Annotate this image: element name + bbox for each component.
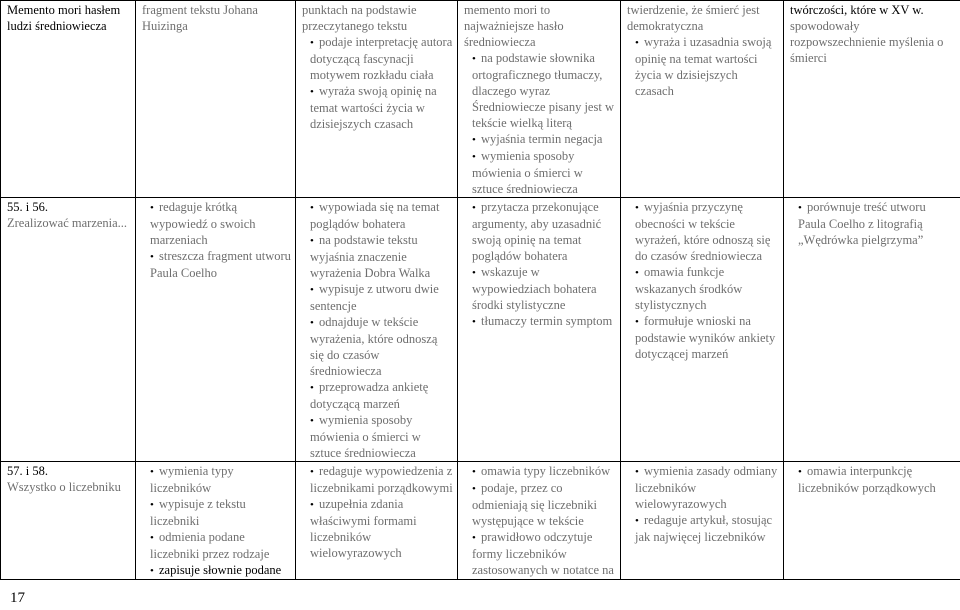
list-item <box>150 562 291 579</box>
list-item-text: wymienia sposoby mówienia o śmierci w sztuce średniowiecza <box>310 413 421 460</box>
list-item-text: wyraża i uzasadnia swoją opinię na temat wartości życia w dzisiejszych czasach <box>635 35 772 98</box>
requirements-list <box>790 199 956 248</box>
list-item <box>472 148 616 197</box>
bullet-icon: • <box>472 151 476 163</box>
cell-intro-text: twórczości, które w XV w. <box>790 3 924 17</box>
bullet-icon: • <box>150 251 154 263</box>
list-item-text: wymienia zasady odmiany liczebników wielowyrazowych <box>635 464 778 511</box>
table-row <box>1 462 960 580</box>
list-item-text: podaje interpretację autora dotyczącą fascynacji motywem rozkładu ciała <box>310 35 453 82</box>
requirements-list <box>464 463 616 578</box>
list-item-text: wyraża swoją opinię na temat wartości życia w dzisiejszych czasach <box>310 84 437 131</box>
bullet-icon: • <box>472 202 476 214</box>
list-item <box>310 463 453 496</box>
requirements-list <box>142 463 291 579</box>
list-item-text: wymienia typy liczebników <box>150 464 234 495</box>
list-item <box>310 83 453 132</box>
list-item <box>635 199 779 264</box>
list-item-text: zapisuje słownie podane <box>159 563 282 577</box>
requirements-cell <box>458 198 621 462</box>
requirements-cell <box>458 1 621 198</box>
list-item <box>310 412 453 461</box>
bullet-icon: • <box>310 415 314 427</box>
list-item-text: wskazuje w wypowiedziach bohatera środki stylistyczne <box>472 265 597 312</box>
list-item <box>472 199 616 264</box>
bullet-icon: • <box>635 316 639 328</box>
list-item-text: redaguje artykuł, stosując jak najwięcej liczebników <box>635 513 773 544</box>
bullet-icon: • <box>150 565 154 577</box>
list-item <box>472 264 616 313</box>
list-item <box>150 248 291 281</box>
requirements-list <box>464 199 616 330</box>
bullet-icon: • <box>150 466 154 478</box>
list-item <box>798 199 956 248</box>
bullet-icon: • <box>472 53 476 65</box>
list-item-text: redaguje wypowiedzenia z liczebnikami porządkowymi <box>310 464 453 495</box>
list-item <box>635 313 779 362</box>
cell-text: spowodowały rozpowszechnienie myślenia o śmierci <box>790 19 944 65</box>
lesson-topic-cell <box>1 198 136 462</box>
list-item-text: podaje, przez co odmieniają się liczebniki występujące w tekście <box>472 481 597 528</box>
list-item-text: przeprowadza ankietę dotyczącą marzeń <box>310 380 429 411</box>
list-item <box>472 131 616 148</box>
material-text: fragment tekstu Johana Huizinga <box>142 3 258 33</box>
list-item <box>310 199 453 232</box>
bullet-icon: • <box>310 499 314 511</box>
cell-intro-text: punktach na podstawie przeczytanego tekstu <box>302 3 417 33</box>
bullet-icon: • <box>472 532 476 544</box>
requirements-cell <box>784 1 960 198</box>
lesson-topic: Wszystko o liczebniku <box>7 480 121 494</box>
list-item-text: przytacza przekonujące argumenty, aby uzasadnić swoją opinię na temat poglądów bohatera <box>472 200 602 263</box>
bullet-icon: • <box>635 202 639 214</box>
bullet-icon: • <box>310 86 314 98</box>
list-item <box>472 50 616 131</box>
list-item <box>635 34 779 99</box>
bullet-icon: • <box>310 382 314 394</box>
requirements-list <box>302 34 453 132</box>
cell-intro-text: memento mori to najważniejsze hasło średniowiecza <box>464 3 564 49</box>
list-item-text: wyjaśnia przyczynę obecności w tekście wyrażeń, które odnoszą się do czasów średniowiecza <box>635 200 771 263</box>
lesson-topic: Memento mori hasłem ludzi średniowiecza <box>7 3 121 33</box>
list-item <box>635 264 779 313</box>
requirements-list <box>627 34 779 99</box>
requirements-list <box>627 463 779 545</box>
list-item <box>472 480 616 529</box>
requirements-cell <box>296 1 458 198</box>
requirements-cell <box>458 462 621 580</box>
list-item <box>150 199 291 248</box>
requirements-cell <box>784 198 960 462</box>
list-item <box>310 496 453 561</box>
requirements-cell <box>621 462 784 580</box>
list-item-text: formułuje wnioski na podstawie wyników ankiety dotyczącej marzeń <box>635 314 776 361</box>
requirements-cell <box>621 1 784 198</box>
requirements-list <box>302 463 453 561</box>
bullet-icon: • <box>150 532 154 544</box>
lesson-topic-cell <box>1 1 136 198</box>
bullet-icon: • <box>635 37 639 49</box>
bullet-icon: • <box>472 316 476 328</box>
requirements-list <box>790 463 956 496</box>
bullet-icon: • <box>635 466 639 478</box>
list-item-text: tłumaczy termin symptom <box>481 314 613 328</box>
requirements-cell <box>621 198 784 462</box>
list-item <box>150 529 291 562</box>
list-item-text: redaguje krótką wypowiedź o swoich marzeniach <box>150 200 256 247</box>
list-item <box>310 314 453 379</box>
table-row <box>1 198 960 462</box>
bullet-icon: • <box>150 202 154 214</box>
list-item-text: wypisuje z tekstu liczebniki <box>150 497 246 528</box>
bullet-icon: • <box>798 202 802 214</box>
list-item <box>472 463 616 480</box>
list-item <box>635 512 779 545</box>
list-item-text: omawia funkcje wskazanych środków stylistycznych <box>635 265 743 312</box>
requirements-cell <box>136 462 296 580</box>
cell-intro-text: twierdzenie, że śmierć jest demokratyczna <box>627 3 760 33</box>
list-item <box>150 496 291 529</box>
list-item <box>310 34 453 83</box>
list-item-text: wypowiada się na temat poglądów bohatera <box>310 200 440 231</box>
list-item-text: odmienia podane liczebniki przez rodzaje <box>150 530 270 561</box>
list-item <box>310 379 453 412</box>
list-item-text: streszcza fragment utworu Paula Coelho <box>150 249 291 280</box>
requirements-list <box>302 199 453 461</box>
list-item <box>635 463 779 512</box>
list-item-text: porównuje treść utworu Paula Coelho z litografią „Wędrówka pielgrzyma” <box>798 200 926 247</box>
lesson-number: 55. i 56. <box>7 200 48 214</box>
list-item <box>472 313 616 330</box>
bullet-icon: • <box>635 515 639 527</box>
requirements-cell <box>136 198 296 462</box>
bullet-icon: • <box>635 267 639 279</box>
requirements-cell <box>296 198 458 462</box>
lesson-number: 57. i 58. <box>7 464 48 478</box>
requirements-list <box>627 199 779 362</box>
list-item-text: wyjaśnia termin negacja <box>481 132 603 146</box>
bullet-icon: • <box>798 466 802 478</box>
list-item <box>798 463 956 496</box>
list-item-text: prawidłowo odczytuje formy liczebników zastosowanych w notatce na <box>472 530 614 577</box>
requirements-cell <box>784 462 960 580</box>
list-item-text: na podstawie tekstu wyjaśnia znaczenie wyrażenia Dobra Walka <box>310 233 431 280</box>
list-item-text: na podstawie słownika ortograficznego tłumaczy, dlaczego wyraz Średniowiecze pisany jest w tekście wielką literą <box>472 51 614 130</box>
bullet-icon: • <box>472 134 476 146</box>
bullet-icon: • <box>310 284 314 296</box>
requirements-list <box>142 199 291 281</box>
list-item-text: wypisuje z utworu dwie sentencje <box>310 282 439 313</box>
bullet-icon: • <box>150 499 154 511</box>
lesson-topic-cell <box>1 462 136 580</box>
list-item <box>150 463 291 496</box>
bullet-icon: • <box>472 483 476 495</box>
list-item-text: odnajduje w tekście wyrażenia, które odnoszą się do czasów średniowiecza <box>310 315 438 378</box>
bullet-icon: • <box>472 267 476 279</box>
list-item-text: wymienia sposoby mówienia o śmierci w sztuce średniowiecza <box>472 149 583 196</box>
requirements-list <box>464 50 616 197</box>
bullet-icon: • <box>310 466 314 478</box>
table-row <box>1 1 960 198</box>
lesson-topic: Zrealizować marzenia... <box>7 216 128 230</box>
bullet-icon: • <box>310 37 314 49</box>
requirements-cell <box>296 462 458 580</box>
bullet-icon: • <box>472 466 476 478</box>
list-item-text: omawia interpunkcję liczebników porządkowych <box>798 464 936 495</box>
bullet-icon: • <box>310 317 314 329</box>
bullet-icon: • <box>310 202 314 214</box>
list-item <box>310 232 453 281</box>
bullet-icon: • <box>310 235 314 247</box>
list-item <box>310 281 453 314</box>
list-item-text: uzupełnia zdania właściwymi formami liczebników wielowyrazowych <box>310 497 417 560</box>
page-number: 17 <box>10 590 25 606</box>
material-cell <box>136 1 296 198</box>
list-item-text: omawia typy liczebników <box>481 464 611 478</box>
list-item <box>472 529 616 578</box>
